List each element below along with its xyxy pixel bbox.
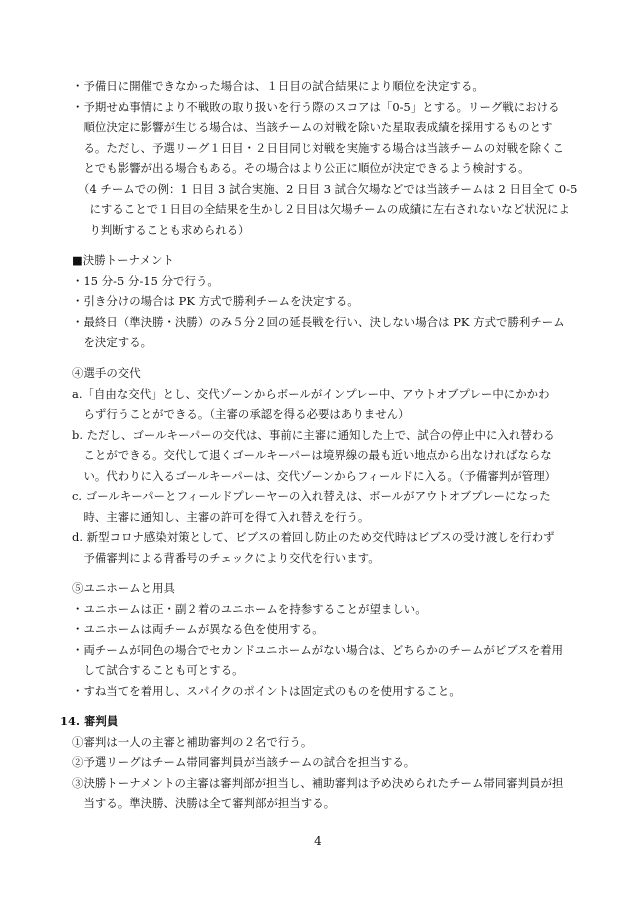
uniform-item-4: ・すね当てを着用し、スパイクのポイントは固定式のものを使用すること。 [72, 684, 461, 698]
league-note-2-line-2: 順位決定に影響が生じる場合は、当該チームの対戦を除いた星取表成績を採用するものとす [72, 120, 553, 134]
substitution-c-line-1: c. ゴールキーパーとフィールドプレーヤーの入れ替えは、ボールがアウトオブプレーになった [72, 489, 551, 503]
page-number: 4 [314, 834, 322, 848]
referees-item-1: ①審判は一人の主審と補助審判の２名で行う。 [72, 735, 313, 749]
league-note-3-line-1: （4 チームでの例：1 日目 3 試合実施、2 日目 3 試合欠場などでは当該チームは 2 日目全て 0-5 [78, 182, 578, 196]
uniform-item-3-line-2: して試合することも可とする。 [72, 663, 244, 677]
referees-item-3-line-2: 当する。準決勝、決勝は全て審判部が担当する。 [72, 796, 336, 810]
uniform-item-1: ・ユニホームは正・副２着のユニホームを持参することが望ましい。 [72, 602, 427, 616]
league-note-3-line-2: にすることで１日目の全結果を生かし２日目は欠場チームの成績に左右されないなど状況によ [78, 202, 570, 216]
substitution-b-line-3: い。代わりに入るゴールキーパーは、交代ゾーンからフィールドに入る。（予備審判が管理） [72, 469, 557, 483]
substitution-b-line-2: ことができる。交代して退くゴールキーパーは境界線の最も近い地点から出なければならな [72, 448, 552, 462]
substitution-a-line-1: a.「自由な交代」とし、交代ゾーンからボールがインプレー中、アウトオブプレー中にかかわ [72, 387, 550, 401]
uniform-item-2: ・ユニホームは両チームが異なる色を使用する。 [72, 622, 324, 636]
substitution-b-line-1: b. ただし、ゴールキーパーの交代は、事前に主審に通知した上で、試合の停止中に入れ替わる [72, 428, 555, 442]
tournament-item-3-line-1: ・最終日（準決勝・決勝）のみ５分２回の延長戦を行い、決しない場合は PK 方式で勝利チーム [72, 315, 565, 329]
league-note-1: ・予備日に開催できなかった場合は、１日目の試合結果により順位を決定する。 [72, 79, 484, 93]
uniform-item-3-line-1: ・両チームが同色の場合でセカンドユニホームがない場合は、どちらかのチームがビブスを着用 [72, 643, 564, 657]
substitution-heading: ④選手の交代 [72, 366, 141, 380]
tournament-item-1: ・15 分-5 分-15 分で行う。 [72, 274, 219, 288]
substitution-c-line-2: 時、主審に通知し、主審の許可を得て入れ替えを行う。 [72, 510, 370, 524]
league-note-2-line-3: る。ただし、予選リーグ１日目・２日目同じ対戦を実施する場合は当該チームの対戦を除くこ [72, 141, 564, 155]
tournament-item-3-line-2: を決定する。 [72, 335, 153, 349]
substitution-a-line-2: らず行うことができる。（主審の承認を得る必要はありません） [72, 407, 410, 421]
tournament-item-2: ・引き分けの場合は PK 方式で勝利チームを決定する。 [72, 294, 359, 308]
referees-item-2: ②予選リーグはチーム帯同審判員が当該チームの試合を担当する。 [72, 755, 416, 769]
uniform-heading: ⑤ユニホームと用具 [72, 581, 175, 595]
league-note-3-line-3: り判断することも求められる） [78, 223, 250, 237]
tournament-heading: ■決勝トーナメント [72, 253, 174, 267]
substitution-d-line-2: 予備審判による背番号のチェックにより交代を行います。 [72, 551, 380, 565]
referees-heading: 14. 審判員 [60, 714, 119, 728]
referees-item-3-line-1: ③決勝トーナメントの主審は審判部が担当し、補助審判は予め決められたチーム帯同審判員が担 [72, 776, 564, 790]
league-note-2-line-1: ・予期せぬ事情により不戦敗の取り扱いを行う際のスコアは「0-5」とする。リーグ戦における [72, 100, 560, 114]
substitution-d-line-1: d. 新型コロナ感染対策として、ビブスの着回し防止のため交代時はビブスの受け渡しを行わず [72, 530, 555, 544]
league-note-2-line-4: とでも影響が出る場合もある。その場合はより公正に順位が決定できるよう検討する。 [72, 161, 530, 175]
